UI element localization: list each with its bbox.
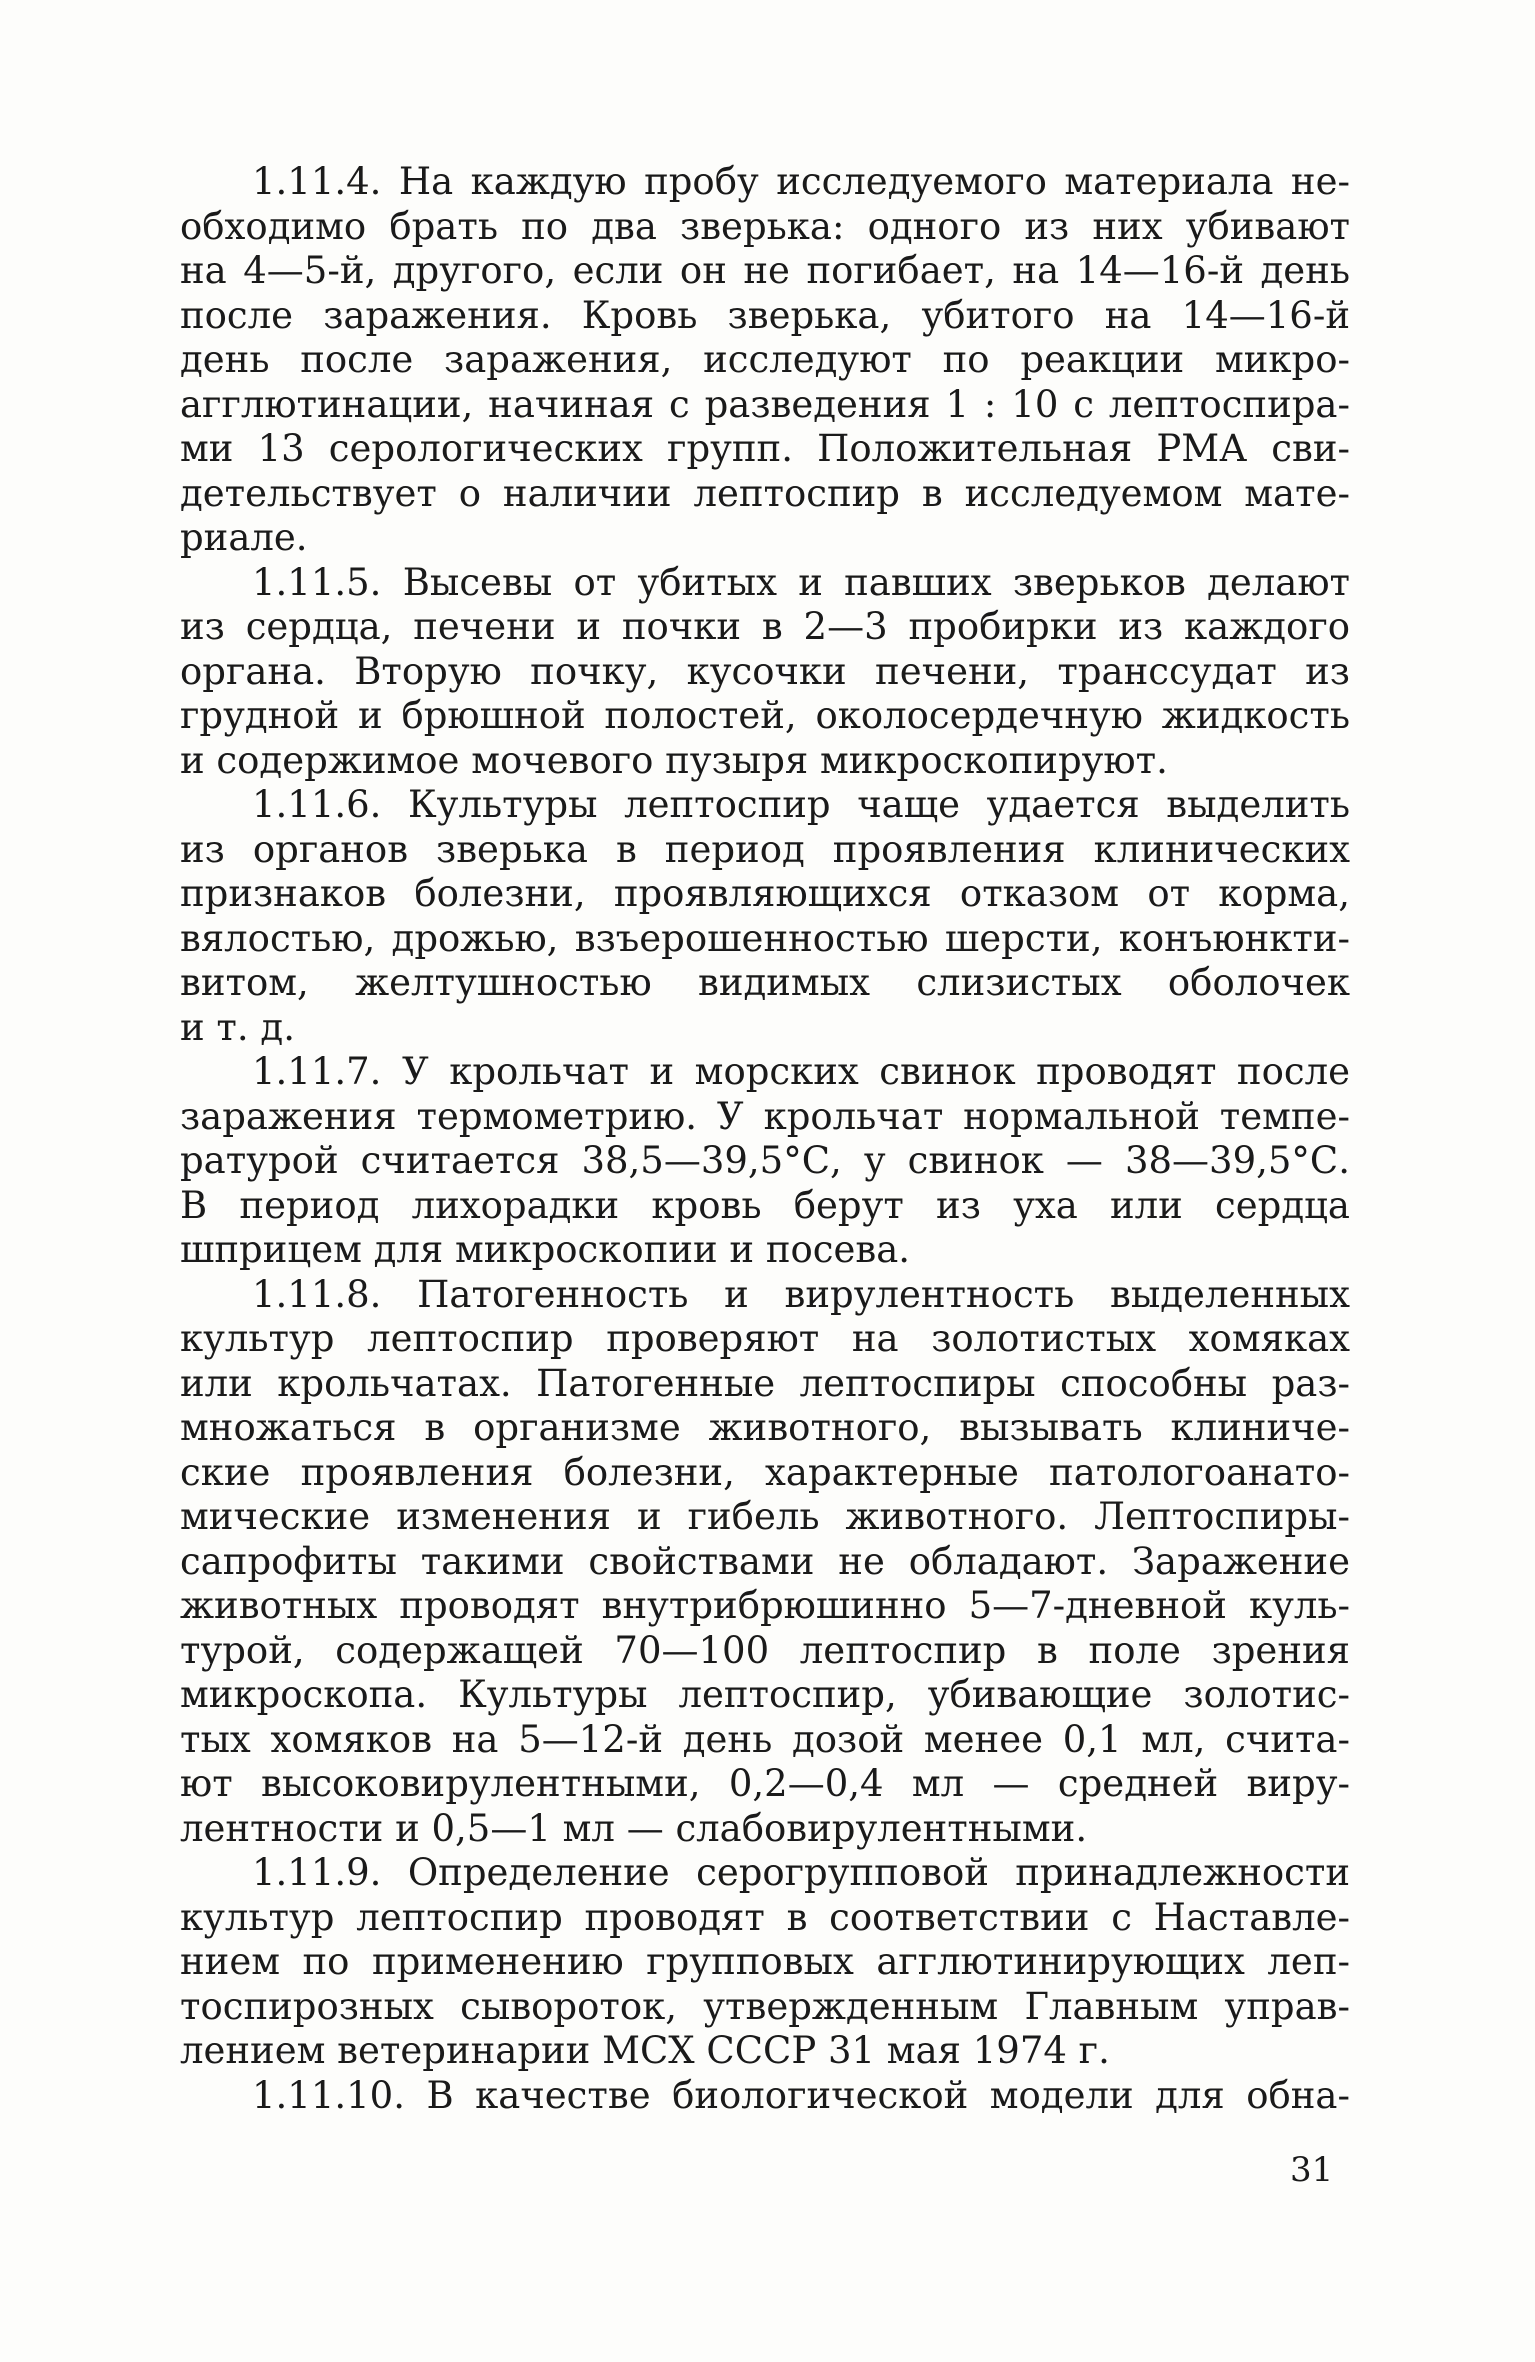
text-line: лением ветеринарии МСХ СССР 31 мая 1974 г.: [180, 2029, 1110, 2072]
text-line: из сердца, печени и почки в 2—3 пробирки из каждого: [180, 605, 1350, 648]
text-line: ми 13 серологических групп. Положительная РМА сви-: [180, 427, 1350, 470]
body-text: [180, 160, 1350, 2118]
text-line: обходимо брать по два зверька: одного из них убивают: [180, 204, 1350, 248]
text-line: 1.11.8. Патогенность и вирулентность выделенных: [252, 1272, 1350, 1316]
text-line: мические изменения и гибель животного. Лептоспиры-: [180, 1495, 1350, 1538]
text-line: тоспирозных сывороток, утвержденным Главным управ-: [180, 1984, 1350, 2028]
text-line: шприцем для микроскопии и посева.: [180, 1228, 911, 1271]
text-line: турой, содержащей 70—100 лептоспир в поле зрения: [180, 1628, 1350, 1672]
text-line: 1.11.6. Культуры лептоспир чаще удается выделить: [252, 783, 1350, 826]
text-line: сапрофиты такими свойствами не обладают. Заражение: [180, 1539, 1350, 1583]
text-line: и содержимое мочевого пузыря микроскопируют.: [180, 738, 1168, 782]
text-line: органа. Вторую почку, кусочки печени, транссудат из: [180, 649, 1350, 693]
text-line: детельствует о наличии лептоспир в исследуемом мате-: [180, 471, 1350, 515]
text-line: 1.11.4. На каждую пробу исследуемого материала не-: [252, 160, 1350, 203]
text-line: 1.11.7. У крольчат и морских свинок проводят после: [252, 1050, 1350, 1093]
text-line: грудной и брюшной полостей, околосердечную жидкость: [180, 694, 1350, 737]
text-line: заражения термометрию. У крольчат нормальной темпе-: [180, 1094, 1350, 1138]
text-line: ют высоковирулентными, 0,2—0,4 мл — средней виру-: [180, 1762, 1350, 1805]
text-line: ские проявления болезни, характерные патологоанато-: [180, 1450, 1350, 1494]
text-line: вялостью, дрожью, взъерошенностью шерсти, конъюнкти-: [180, 916, 1350, 960]
text-line: после заражения. Кровь зверька, убитого на 14—16-й: [180, 293, 1350, 337]
text-line: 1.11.10. В качестве биологической модели для обна-: [252, 2073, 1350, 2117]
text-line: животных проводят внутрибрюшинно 5—7-дневной куль-: [180, 1584, 1350, 1627]
text-line: тых хомяков на 5—12-й день дозой менее 0,1 мл, счита-: [180, 1717, 1350, 1761]
text-line: из органов зверька в период проявления клинических: [180, 827, 1350, 871]
text-line: 1.11.9. Определение серогрупповой принадлежности: [252, 1851, 1350, 1894]
text-line: В период лихорадки кровь берут из уха или сердца: [180, 1183, 1350, 1227]
text-line: на 4—5-й, другого, если он не погибает, на 14—16-й день: [180, 249, 1350, 292]
text-line: ратурой считается 38,5—39,5°С, у свинок — 38—39,5°С.: [180, 1139, 1350, 1182]
page-number: 31: [1290, 2150, 1334, 2190]
text-line: день после заражения, исследуют по реакции микро-: [180, 338, 1350, 381]
text-line: и т. д.: [180, 1005, 295, 1049]
text-line: или крольчатах. Патогенные лептоспиры способны раз-: [180, 1361, 1350, 1405]
text-line: культур лептоспир проводят в соответствии с Наставле-: [180, 1895, 1350, 1939]
text-line: признаков болезни, проявляющихся отказом от корма,: [180, 872, 1350, 915]
text-line: витом, желтушностью видимых слизистых оболочек: [180, 961, 1350, 1004]
text-line: агглютинации, начиная с разведения 1 : 10 с лептоспира-: [180, 382, 1350, 426]
text-line: нием по применению групповых агглютинирующих леп-: [180, 1940, 1350, 1983]
text-line: 1.11.5. Высевы от убитых и павших зверьков делают: [252, 560, 1350, 604]
text-line: микроскопа. Культуры лептоспир, убивающие золотис-: [180, 1673, 1350, 1716]
text-line: культур лептоспир проверяют на золотистых хомяках: [180, 1317, 1350, 1360]
text-line: риале.: [180, 516, 308, 559]
text-line: множаться в организме животного, вызывать клиниче-: [180, 1406, 1350, 1449]
text-line: лентности и 0,5—1 мл — слабовирулентными.: [180, 1806, 1088, 1850]
